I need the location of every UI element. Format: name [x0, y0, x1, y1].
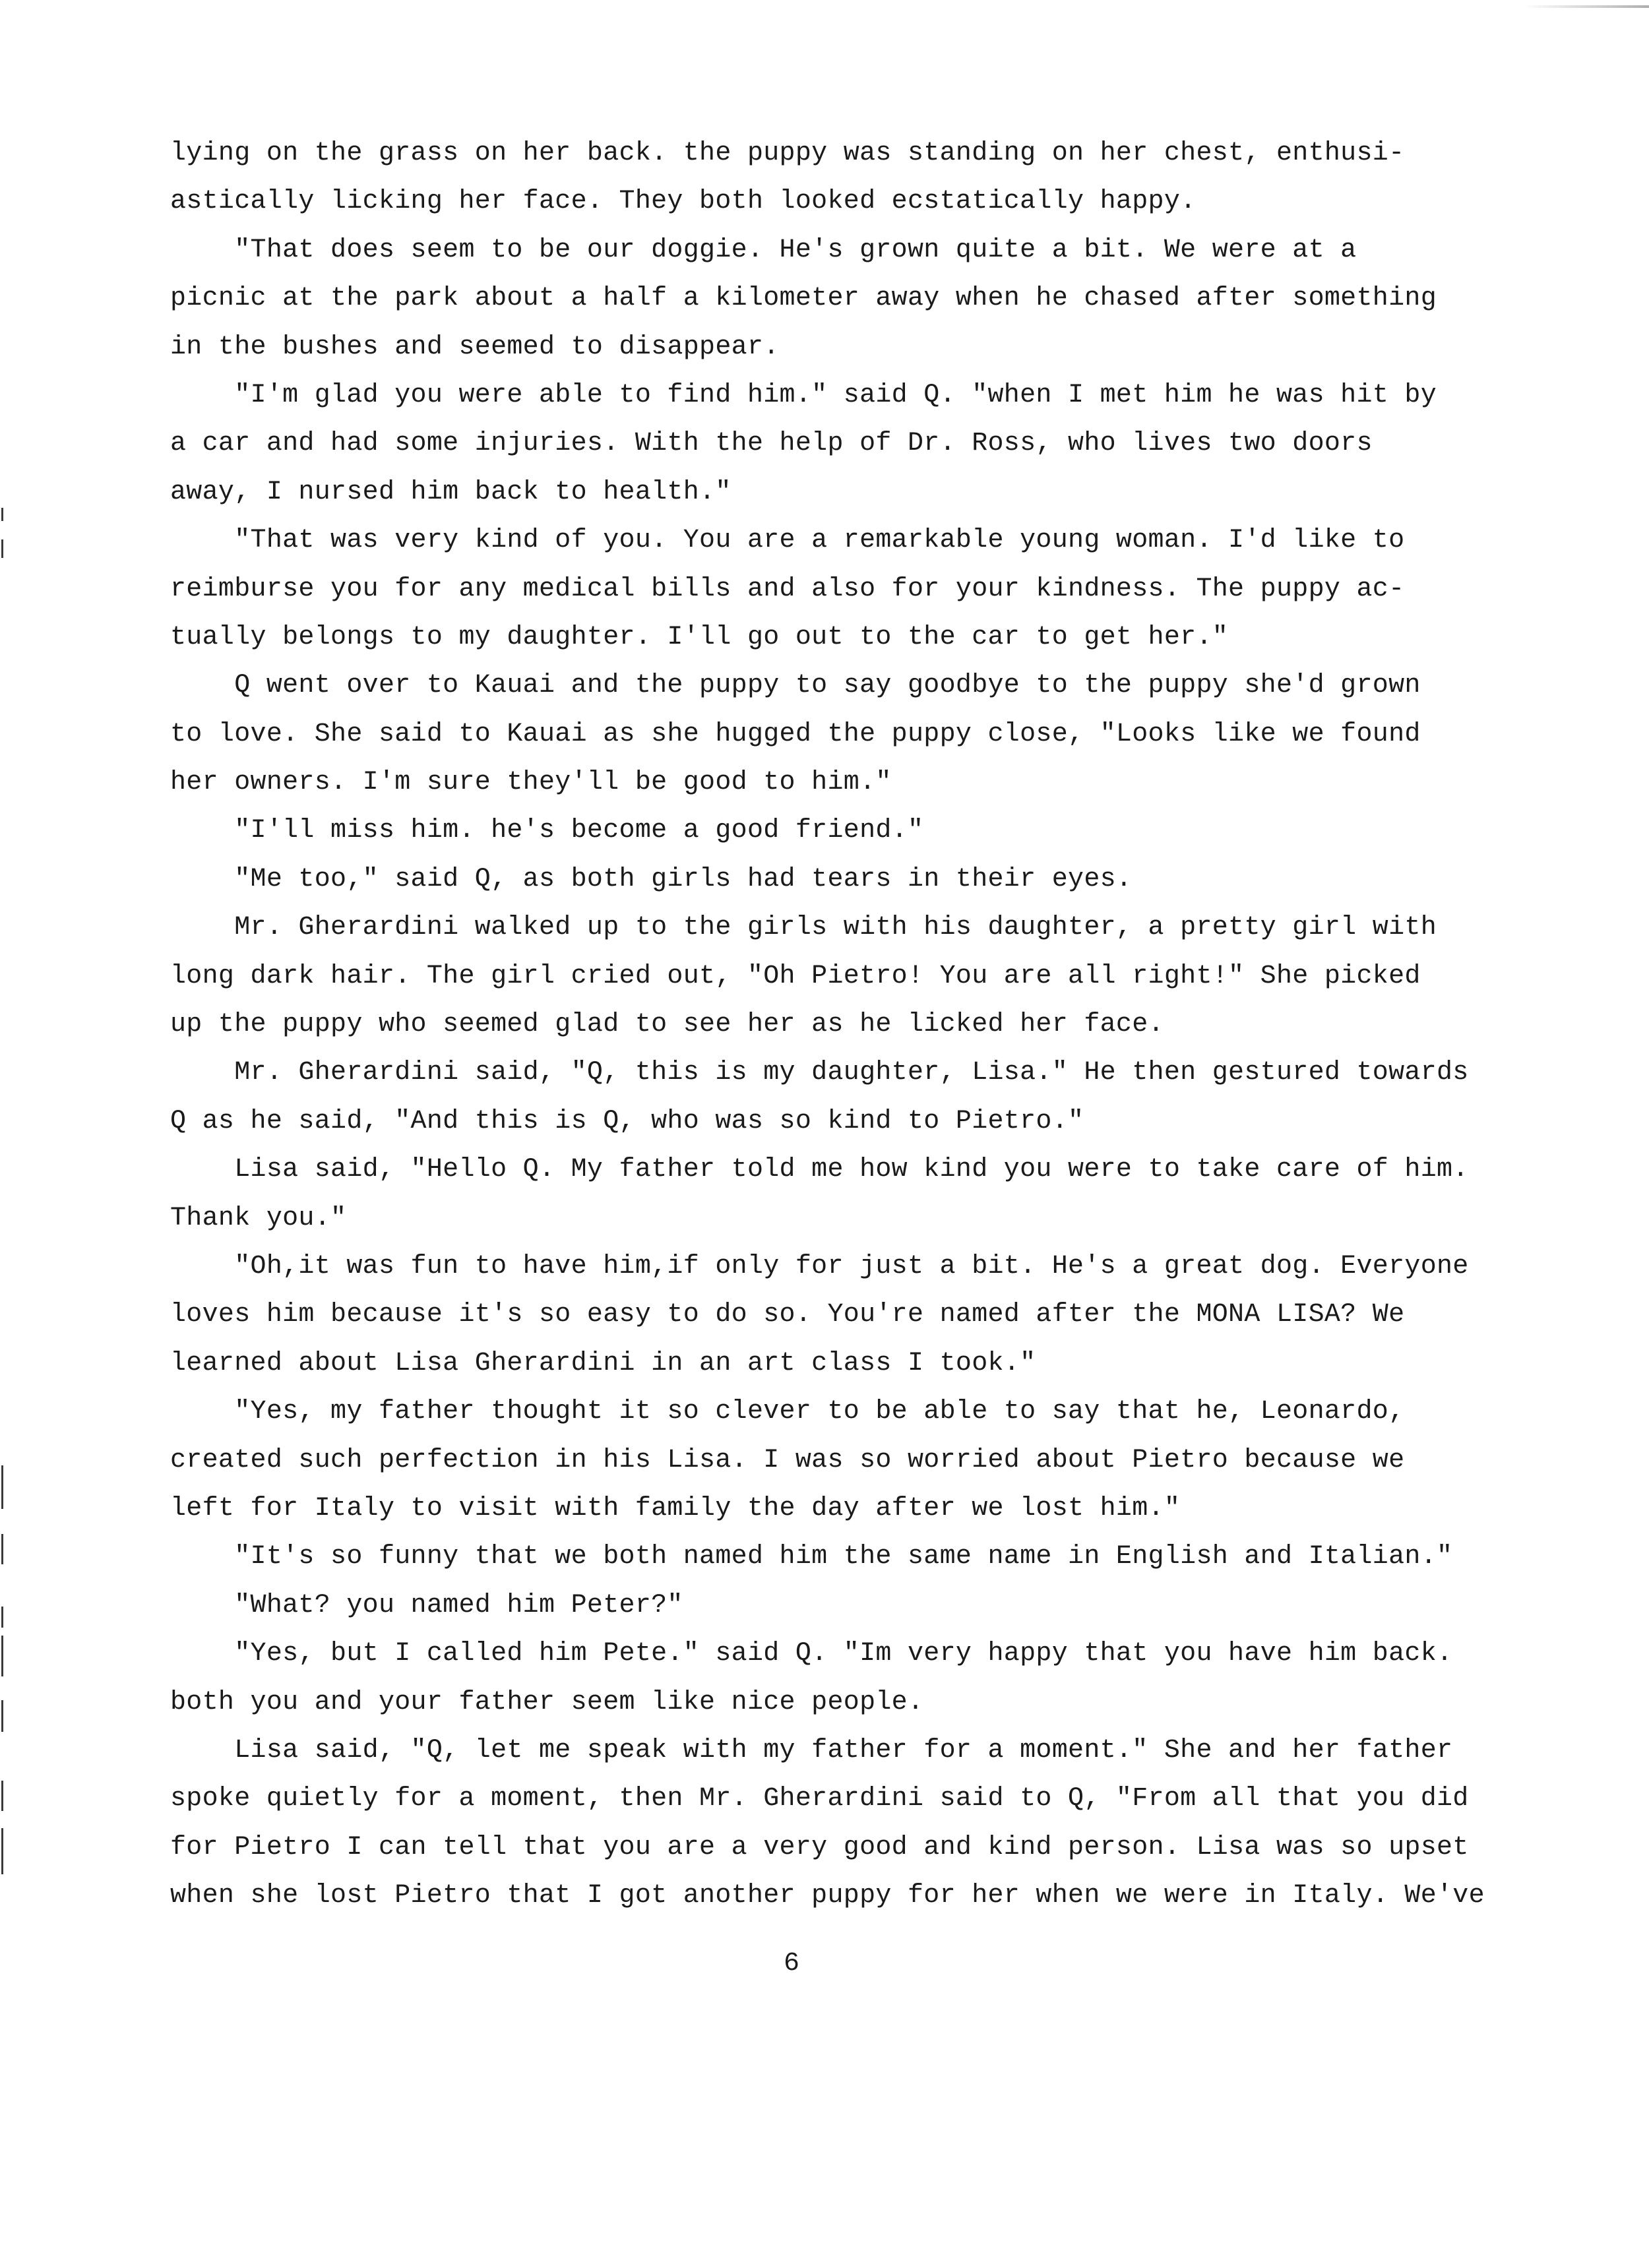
text-line: astically licking her face. They both looked ecstatically happy.	[170, 187, 1197, 217]
text-line: in the bushes and seemed to disappear.	[170, 332, 780, 362]
scan-margin-mark	[1, 1781, 3, 1811]
text-line: spoke quietly for a moment, then Mr. Gherardini said to Q, "From all that you did	[170, 1784, 1469, 1814]
text-line: Lisa said, "Hello Q. My father told me how kind you were to take care of him.	[170, 1155, 1469, 1185]
text-line: "I'm glad you were able to find him." said Q. "when I met him he was hit by	[170, 380, 1437, 410]
text-line: Lisa said, "Q, let me speak with my father for a moment." She and her father	[170, 1735, 1453, 1765]
scan-margin-mark	[1, 1700, 3, 1732]
text-line: "That does seem to be our doggie. He's grown quite a bit. We were at a	[170, 235, 1357, 265]
text-line: reimburse you for any medical bills and also for your kindness. The puppy ac-	[170, 574, 1405, 604]
text-line: Mr. Gherardini said, "Q, this is my daughter, Lisa." He then gestured towards	[170, 1058, 1469, 1088]
text-line: Mr. Gherardini walked up to the girls with his daughter, a pretty girl with	[170, 913, 1437, 943]
scan-margin-mark	[1, 508, 3, 521]
text-line: long dark hair. The girl cried out, "Oh Pietro! You are all right!" She picked	[170, 961, 1421, 991]
text-line: both you and your father seem like nice people.	[170, 1687, 924, 1717]
text-line: picnic at the park about a half a kilometer away when he chased after something	[170, 284, 1437, 314]
text-line: "Yes, my father thought it so clever to be able to say that he, Leonardo,	[170, 1397, 1405, 1427]
text-line: for Pietro I can tell that you are a very good and kind person. Lisa was so upset	[170, 1832, 1469, 1862]
text-line: her owners. I'm sure they'll be good to him."	[170, 768, 892, 798]
scan-margin-mark	[1, 1607, 3, 1628]
text-line: "Yes, but I called him Pete." said Q. "Im very happy that you have him back.	[170, 1639, 1453, 1669]
text-line: away, I nursed him back to health."	[170, 477, 731, 507]
scan-margin-mark	[1, 539, 3, 558]
text-line: "It's so funny that we both named him the same name in English and Italian."	[170, 1542, 1453, 1572]
text-line: Thank you."	[170, 1203, 347, 1233]
text-line: Q as he said, "And this is Q, who was so kind to Pietro."	[170, 1106, 1084, 1136]
text-line: a car and had some injuries. With the help of Dr. Ross, who lives two doors	[170, 429, 1373, 459]
text-line: up the puppy who seemed glad to see her as he licked her face.	[170, 1010, 1164, 1040]
text-line: created such perfection in his Lisa. I was so worried about Pietro because we	[170, 1445, 1405, 1475]
text-line: "Me too," said Q, as both girls had tears in their eyes.	[170, 864, 1133, 894]
text-line: tually belongs to my daughter. I'll go out to the car to get her."	[170, 622, 1229, 652]
text-line: "That was very kind of you. You are a remarkable young woman. I'd like to	[170, 526, 1405, 556]
text-line: when she lost Pietro that I got another puppy for her when we were in Italy. We've	[170, 1881, 1485, 1911]
scan-edge-shadow	[1524, 5, 1649, 8]
page-number: 6	[783, 1949, 799, 1978]
scan-margin-mark	[1, 1636, 3, 1676]
text-line: learned about Lisa Gherardini in an art class I took."	[170, 1348, 1036, 1378]
text-line: "I'll miss him. he's become a good friend."	[170, 816, 924, 846]
scan-margin-mark	[1, 1534, 3, 1564]
scan-margin-mark	[1, 1465, 3, 1509]
text-line: left for Italy to visit with family the day after we lost him."	[170, 1493, 1181, 1523]
body-text	[170, 129, 1542, 1920]
scan-margin-mark	[1, 1828, 3, 1874]
text-line: Q went over to Kauai and the puppy to say goodbye to the puppy she'd grown	[170, 671, 1421, 701]
text-line: loves him because it's so easy to do so. You're named after the MONA LISA? We	[170, 1300, 1405, 1330]
text-line: lying on the grass on her back. the puppy was standing on her chest, enthusi-	[170, 138, 1405, 168]
text-line: to love. She said to Kauai as she hugged the puppy close, "Looks like we found	[170, 719, 1421, 749]
text-line: "What? you named him Peter?"	[170, 1590, 683, 1620]
text-line: "Oh,it was fun to have him,if only for just a bit. He's a great dog. Everyone	[170, 1251, 1469, 1281]
